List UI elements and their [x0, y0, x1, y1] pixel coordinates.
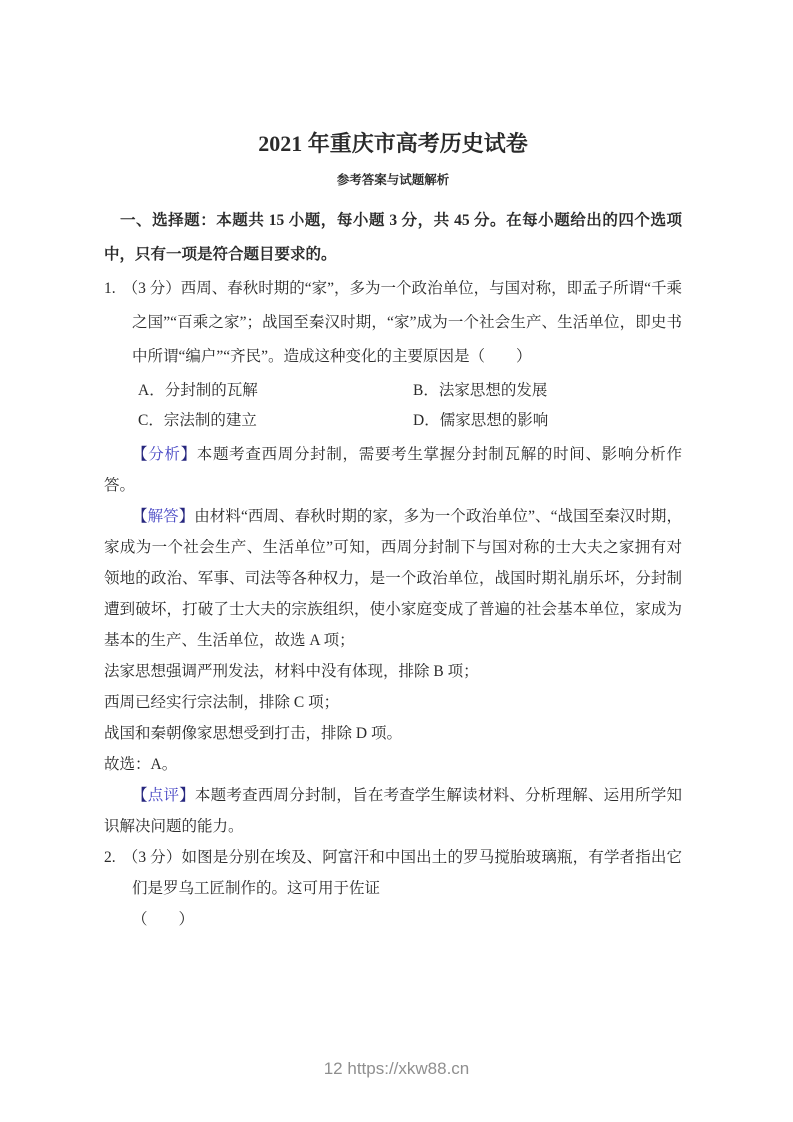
comment-label: 点评 — [147, 787, 180, 804]
document-content — [104, 131, 682, 935]
page-title: 2021 年重庆市高考历史试卷 — [258, 131, 528, 156]
analysis-text: 本题考查西周分封制，需要考生掌握分封制瓦解的时间、影响分析作答。 — [104, 446, 682, 494]
bracket-close-icon: 】 — [180, 446, 197, 463]
question-1-options — [138, 376, 682, 436]
question-1-stem — [104, 272, 682, 374]
page-number: 12 — [323, 1059, 343, 1078]
page-subtitle: 参考答案与试题解析 — [336, 173, 450, 187]
bracket-open-icon: 【 — [132, 446, 149, 463]
conclusion-line: 故选：A。 — [104, 756, 178, 773]
exclude-c-line: 西周已经实行宗法制，排除 C 项； — [104, 694, 340, 711]
bracket-open-icon: 【 — [132, 787, 148, 804]
option-b: B．法家思想的发展 — [413, 382, 548, 399]
comment-paragraph — [104, 780, 682, 842]
bracket-open-icon: 【 — [132, 508, 148, 525]
answer-label: 解答 — [147, 508, 179, 525]
question-1 — [104, 272, 682, 842]
question-1-text: （3 分）西周、春秋时期的“家”，多为一个政治单位，与国对称，即孟子所谓“千乘之国”“百乘之家”；战国至秦汉时期，“家”成为一个社会生产、生活单位，即史书中所谓“编户”“齐民”。造成这种变化的主要原因是（ ） — [122, 280, 682, 365]
question-2-answer-blank: （ ） — [132, 911, 195, 928]
comment-text: 本题考查西周分封制，旨在考查学生解读材料、分析理解、运用所学知识解决问题的能力。 — [104, 787, 682, 835]
analysis-label: 分析 — [148, 446, 181, 463]
question-2 — [104, 842, 682, 935]
question-2-number: 2. — [104, 849, 116, 866]
option-d: D．儒家思想的影响 — [413, 412, 549, 429]
footer-url: https://xkw88.cn — [347, 1059, 470, 1078]
options-row-1 — [138, 376, 682, 406]
bracket-close-icon: 】 — [178, 508, 195, 525]
exclude-d-line: 战国和秦朝像家思想受到打击，排除 D 项。 — [104, 725, 402, 742]
question-1-number: 1. — [104, 280, 116, 297]
section-heading: 一、选择题：本题共 15 小题，每小题 3 分，共 45 分。在每小题给出的四个选项中，只有一项是符合题目要求的。 — [104, 212, 682, 263]
exclude-b-line: 法家思想强调严刑发法，材料中没有体现，排除 B 项； — [104, 663, 479, 680]
page-footer — [0, 1058, 793, 1080]
question-2-stem — [104, 842, 682, 904]
options-row-2 — [138, 406, 682, 436]
question-2-text: （3 分）如图是分别在埃及、阿富汗和中国出土的罗马搅胎玻璃瓶，有学者指出它们是罗乌工匠制作的。这可用于佐证 — [122, 849, 682, 897]
answer-text: 由材料“西周、春秋时期的家，多为一个政治单位”、“战国至秦汉时期，家成为一个社会生产、生活单位”可知，西周分封制下与国对称的士大夫之家拥有对领地的政治、军事、司法等各种权力，是一个政治单位，战国时期礼崩乐坏，分封制遭到破坏，打破了士大夫的宗族组织，使小家庭变成了普遍的社会基本单位，家成为基本的生产、生活单位，故选 A 项； — [104, 508, 682, 649]
option-c: C．宗法制的建立 — [138, 412, 257, 429]
bracket-close-icon: 】 — [179, 787, 195, 804]
option-a: A．分封制的瓦解 — [138, 382, 258, 399]
answer-paragraph — [104, 501, 682, 656]
analysis-paragraph — [104, 439, 682, 501]
